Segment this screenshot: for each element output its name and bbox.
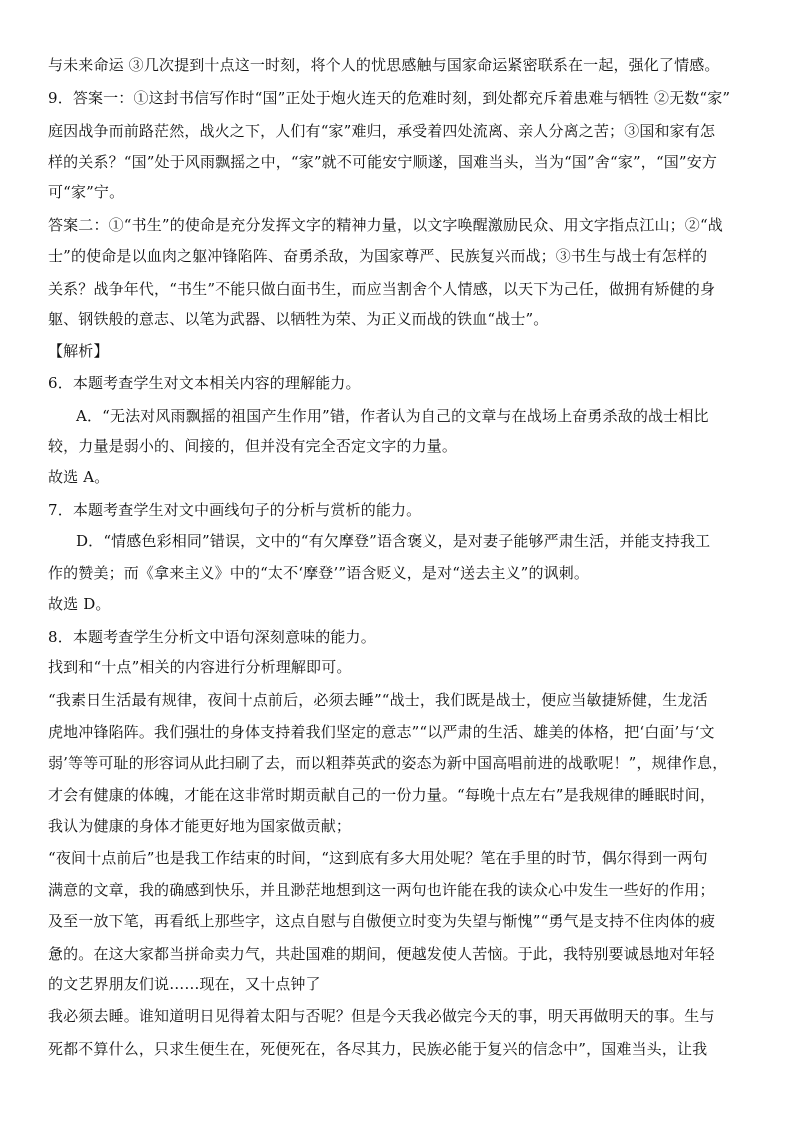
text-line: 的文艺界朋友们说……现在，又十点钟了 [48,975,321,993]
text-line: 样的关系？“国”处于风雨飘摇之中，“家”就不可能安宁顺遂，国难当头，当为“国”舍“家”，“国”安方 [48,153,718,171]
text-line: 故选 D。 [48,595,111,613]
text-line: 7．本题考查学生对文中画线句子的分析与赏析的能力。 [48,501,422,519]
text-line: “我素日生活最有规律，夜间十点前后，必须去睡”“战士，我们既是战士，便应当敏捷矫健，生龙活 [48,691,708,709]
text-line: 我必须去睡。谁知道明日见得着太阳与否呢？但是今天我必做完今天的事，明天再做明天的事。生与 [48,1007,715,1025]
text-line: 惫的。在这大家都当拼命卖力气，共赴国难的期间，便越发使人苦恼。于此，我特别要诚恳地对年轻 [48,945,715,963]
text-line: 与未来命运 ③几次提到十点这一时刻，将个人的忧思感触与国家命运紧密联系在一起，强化了情感。 [48,56,720,74]
text-line: 庭因战争而前路茫然，战火之下，人们有“家”难归，承受着四处流离、亲人分离之苦；③国和家有怎 [48,122,716,140]
text-line: 弱’等等可耻的形容词从此扫刷了去，而以粗莽英武的姿态为新中国高唱前进的战歌呢！”，规律作息， [48,754,728,772]
text-line: 士”的使命是以血肉之躯冲锋陷阵、奋勇杀敌，为国家尊严、民族复兴而战；③书生与战士有怎样的 [48,247,708,265]
text-line: 8．本题考查学生分析文中语句深刻意味的能力。 [48,628,376,646]
text-line: 死都不算什么，只求生便生在，死便死在，各尽其力，民族必能于复兴的信念中”，国难当头，让我 [48,1040,708,1058]
text-line: 6．本题考查学生对文本相关内容的理解能力。 [48,374,361,392]
text-line: 躯、钢铁般的意志、以笔为武器、以牺牲为荣、为正义而战的铁血“战士”。 [48,310,549,328]
text-line: D．“情感色彩相同”错误，文中的“有欠摩登”语含褒义，是对妻子能够严肃生活，并能支持我工 [76,532,711,550]
text-line: 关系？战争年代，“书生”不能只做白面书生，而应当割舍个人情感，以天下为己任，做拥有矫健的身 [48,280,716,298]
text-line: 才会有健康的体魄，才能在这非常时期贡献自己的一份力量。“每晚十点左右”是我规律的睡眠时间， [48,786,716,804]
text-line: 找到和“十点”相关的内容进行分析理解即可。 [48,658,352,676]
text-line: 作的赞美；而《拿来主义》中的“太不‘摩登’”语含贬义，是对“送去主义”的讽刺。 [48,564,590,582]
section-heading: 【解析】 [48,342,109,360]
text-line: 我认为健康的身体才能更好地为国家做贡献； [48,817,352,835]
text-line: 较，力量是弱小的、间接的，但并没有完全否定文字的力量。 [48,437,458,455]
text-line: “夜间十点前后”也是我工作结束的时间，“这到底有多大用处呢？笔在手里的时节，偶尔得到一两句 [48,849,708,867]
text-line: 故选 A。 [48,468,110,486]
text-line: 答案二：①“书生”的使命是充分发挥文字的精神力量，以文字唤醒激励民众、用文字指点江山；②“战 [48,216,723,234]
text-line: 及至一放下笔，再看纸上那些字，这点自慰与自傲便立时变为失望与惭愧”“勇气是支持不住肉体的疲 [48,912,716,930]
text-line: 9．答案一：①这封书信写作时“国”正处于炮火连天的危难时刻，到处都充斥着患难与牺牲 ②无数“家” [48,89,731,107]
text-line: 满意的文章，我的确感到快乐，并且渺茫地想到这一两句也许能在我的读众心中发生一些好的作用； [48,881,715,899]
text-line: 可“家”宁。 [48,183,125,201]
text-line: 虎地冲锋陷阵。我们强壮的身体支持着我们坚定的意志”“以严肃的生活、雄美的体格，把‘白面’与‘文 [48,723,715,741]
text-line: A．“无法对风雨飘摇的祖国产生作用”错，作者认为自己的文章与在战场上奋勇杀敌的战士相比 [76,407,709,425]
